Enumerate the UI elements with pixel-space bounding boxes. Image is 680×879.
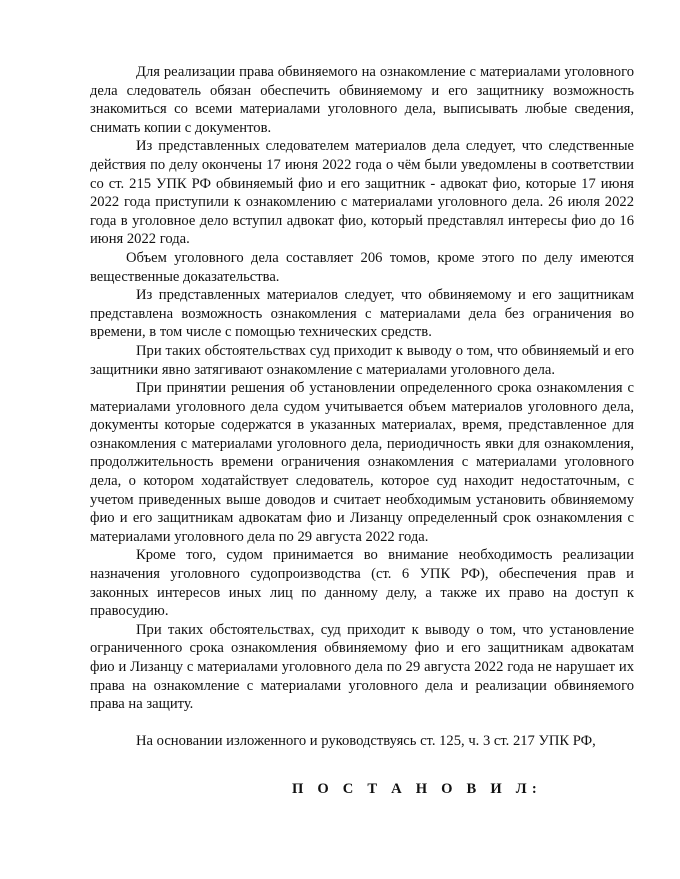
paragraph-case-volume: Объем уголовного дела составляет 206 томов, кроме этого по делу имеются вещественные доказательства.: [90, 249, 634, 285]
paragraph-delay-conclusion: При таких обстоятельствах суд приходит к выводу о том, что обвиняемый и его защитники явно затягивают ознакомление с материалами уголовного дела.: [90, 342, 634, 378]
document-body: [90, 63, 634, 799]
paragraph-deadline-decision: При принятии решения об установлении определенного срока ознакомления с материалами уголовного дела судом учитывается объем материалов уголовного дела, документы которые содержатся в указанных материалах, время, представленное для ознакомления с материалами уголовного дела, периодичность явки для ознакомления, продолжительность времени ограничения ознакомления с материалами уголовного дела, о котором ходатайствует следователь, которое суд находит недостаточным, с учетом приведенных выше доводов и считает необходимым установить обвиняемому фио и его защитникам адвокатам фио и Лизанцу определенный срок ознакомления с материалами уголовного дела по 29 августа 2022 года.: [90, 380, 634, 545]
paragraph-no-rights-violation: При таких обстоятельствах, суд приходит к выводу о том, что установление ограниченного срока ознакомления обвиняемому фио и его защитникам адвокатам фио и Лизанцу с материалами уголовного дела по 29 августа 2022 года не нарушает их права на ознакомление с материалами уголовного дела и реализации обвиняемого права на защиту.: [90, 621, 634, 713]
resolution-heading: П О С Т А Н О В И Л:: [292, 781, 542, 798]
paragraph-investigation-completed: Из представленных следователем материалов дела следует, что следственные действия по делу окончены 17 июня 2022 года о чём были уведомлены в соответствии со ст. 215 УПК РФ обвиняемый фио и его защитник - адвокат фио, которые 17 июня 2022 года приступили к ознакомлению с материалами уголовного дела. 26 июля 2022 года в уголовное дело вступил адвокат фио, который представлял интересы фио до 16 июня 2022 года.: [90, 138, 634, 248]
paragraph-opportunity-provided: Из представленных материалов следует, что обвиняемому и его защитникам представлена возможность ознакомления с материалами дела без ограничения во времени, в том числе с помощью технических средств.: [90, 287, 634, 341]
paragraph-purpose-of-proceedings: Кроме того, судом принимается во внимание необходимость реализации назначения уголовного судопроизводства (ст. 6 УПК РФ), обеспечения прав и законных интересов иных лиц по данному делу, а также их право на доступ к правосудию.: [90, 547, 634, 620]
paragraph-right-to-familiarization: Для реализации права обвиняемого на ознакомление с материалами уголовного дела следователь обязан обеспечить обвиняемому и его защитнику возможность знакомиться со всеми материалами уголовного дела, выписывать любые сведения, снимать копии с документов.: [90, 64, 634, 136]
paragraph-legal-basis: На основании изложенного и руководствуясь ст. 125, ч. 3 ст. 217 УПК РФ,: [136, 732, 596, 749]
